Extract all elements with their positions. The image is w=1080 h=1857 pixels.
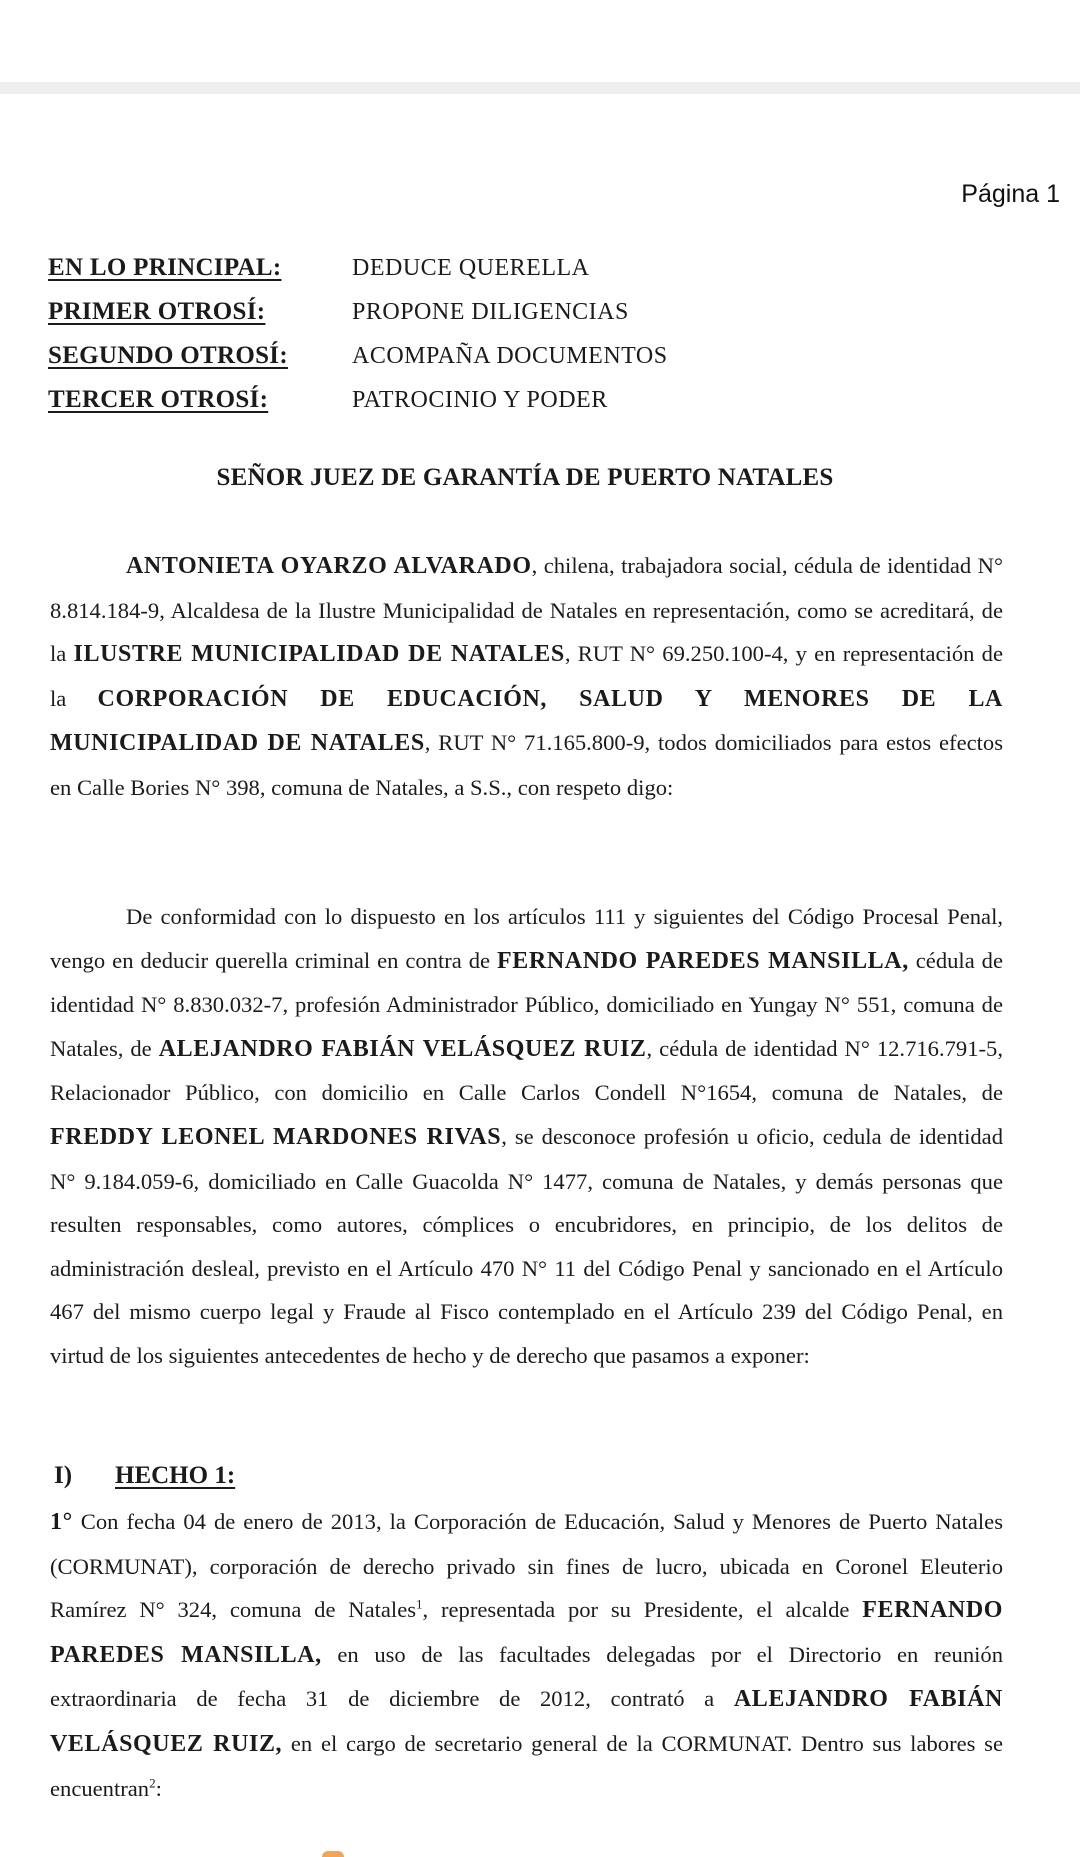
paragraph-text: : [155,1775,162,1801]
document-heading [48,246,668,422]
court-addressee: SEÑOR JUEZ DE GARANTÍA DE PUERTO NATALES [216,464,834,491]
organization-name: ILUSTRE MUNICIPALIDAD DE NATALES [73,641,565,668]
paragraph-text: , cédula de identidad N° 12.716.791-5, Relacionador Público, con domicilio en Calle Carlos Condell N°1654, comuna de Natales, de [50,1035,1003,1106]
heading-value: ACOMPAÑA DOCUMENTOS [352,342,668,369]
heading-row [48,334,668,378]
section-title: HECHO 1: [115,1462,236,1489]
heading-label: PRIMER OTROSÍ: [48,298,266,325]
scan-top-band [0,82,1080,94]
paragraph-text: , representada por su Presidente, el alcalde [422,1597,863,1623]
page-number: Página 1 [961,180,1060,208]
heading-row [48,290,668,334]
heading-label: SEGUNDO OTROSÍ: [48,342,288,369]
paragraph-text: en uso de las facultades delegadas por el Directorio en reunión extraordinaria de fecha 31 de diciembre de 2012, contrató a [50,1641,1003,1712]
heading-value: PROPONE DILIGENCIAS [352,298,629,325]
intro-paragraph [50,544,1003,810]
heading-value: PATROCINIO Y PODER [352,386,608,413]
item-number: 1° [50,1509,73,1535]
defendant-name: FERNANDO PAREDES MANSILLA, [497,947,909,974]
defendant-name: FREDDY LEONEL MARDONES RIVAS [50,1123,502,1150]
heading-row [48,246,668,290]
section-heading [54,1462,235,1490]
querella-paragraph [50,895,1003,1378]
heading-value: DEDUCE QUERELLA [352,254,590,281]
organization-name: CORPORACIÓN DE EDUCACIÓN, SALUD Y MENORES DE LA MUNICIPALIDAD DE NATALES [50,685,1003,757]
defendant-name: ALEJANDRO FABIÁN VELÁSQUEZ RUIZ, [50,1686,1003,1757]
paragraph-text: , RUT N° 69.250.100-4, y en representación de la [50,641,1003,711]
paragraph-text: Con fecha 04 de enero de 2013, la Corporación de Educación, Salud y Menores de Puerto Natales (CORMUNAT), corporación de derecho privado sin fines de lucro, ubicada en Coronel Eleuterio Ramírez N° 324, comuna de Natales [50,1509,1003,1623]
footnote-ref[interactable]: 1 [416,1596,423,1612]
heading-label: TERCER OTROSÍ: [48,386,269,413]
paragraph-text: De conformidad con lo dispuesto en los artículos 111 y siguientes del Código Procesal Penal, vengo en deducir querella criminal en contra de [50,904,1003,973]
section-number: I) [54,1462,73,1489]
bullet-mark [322,1851,344,1857]
hecho-paragraph [50,1500,1003,1810]
heading-row [48,378,668,422]
heading-label: EN LO PRINCIPAL: [48,254,282,281]
defendant-name: ALEJANDRO FABIÁN VELÁSQUEZ RUIZ [158,1035,647,1062]
paragraph-text: , chilena, trabajadora social, cédula de identidad N° 8.814.184-9, Alcaldesa de la Ilustre Municipalidad de Natales en representación, como se acreditará, de la [50,553,1003,667]
paragraph-text: en el cargo de secretario general de la CORMUNAT. Dentro sus labores se encuentran [50,1730,1003,1801]
plaintiff-name: ANTONIETA OYARZO ALVARADO [126,553,532,579]
paragraph-text: cédula de identidad N° 8.830.032-7, profesión Administrador Público, domiciliado en Yungay N° 551, comuna de Natales, de [50,947,1004,1061]
defendant-name: FERNANDO PAREDES MANSILLA, [50,1597,1004,1668]
paragraph-text: , RUT N° 71.165.800-9, todos domiciliados para estos efectos en Calle Bories N° 398, comuna de Natales, a S.S., con respeto digo: [50,730,1003,800]
footnote-ref[interactable]: 2 [149,1775,156,1791]
paragraph-text: , se desconoce profesión u oficio, cedula de identidad N° 9.184.059-6, domiciliado en Calle Guacolda N° 1477, comuna de Natales, y demás personas que resulten responsables, como autores, cómplices o encubridores, en principio, de los delitos de administración desleal, previsto en el Artículo 470 N° 11 del Código Penal y sancionado en el Artículo 467 del mismo cuerpo legal y Fraude al Fisco contemplado en el Artículo 239 del Código Penal, en virtud de los siguientes antecedentes de hecho y de derecho que pasamos a exponer: [50,1123,1003,1368]
